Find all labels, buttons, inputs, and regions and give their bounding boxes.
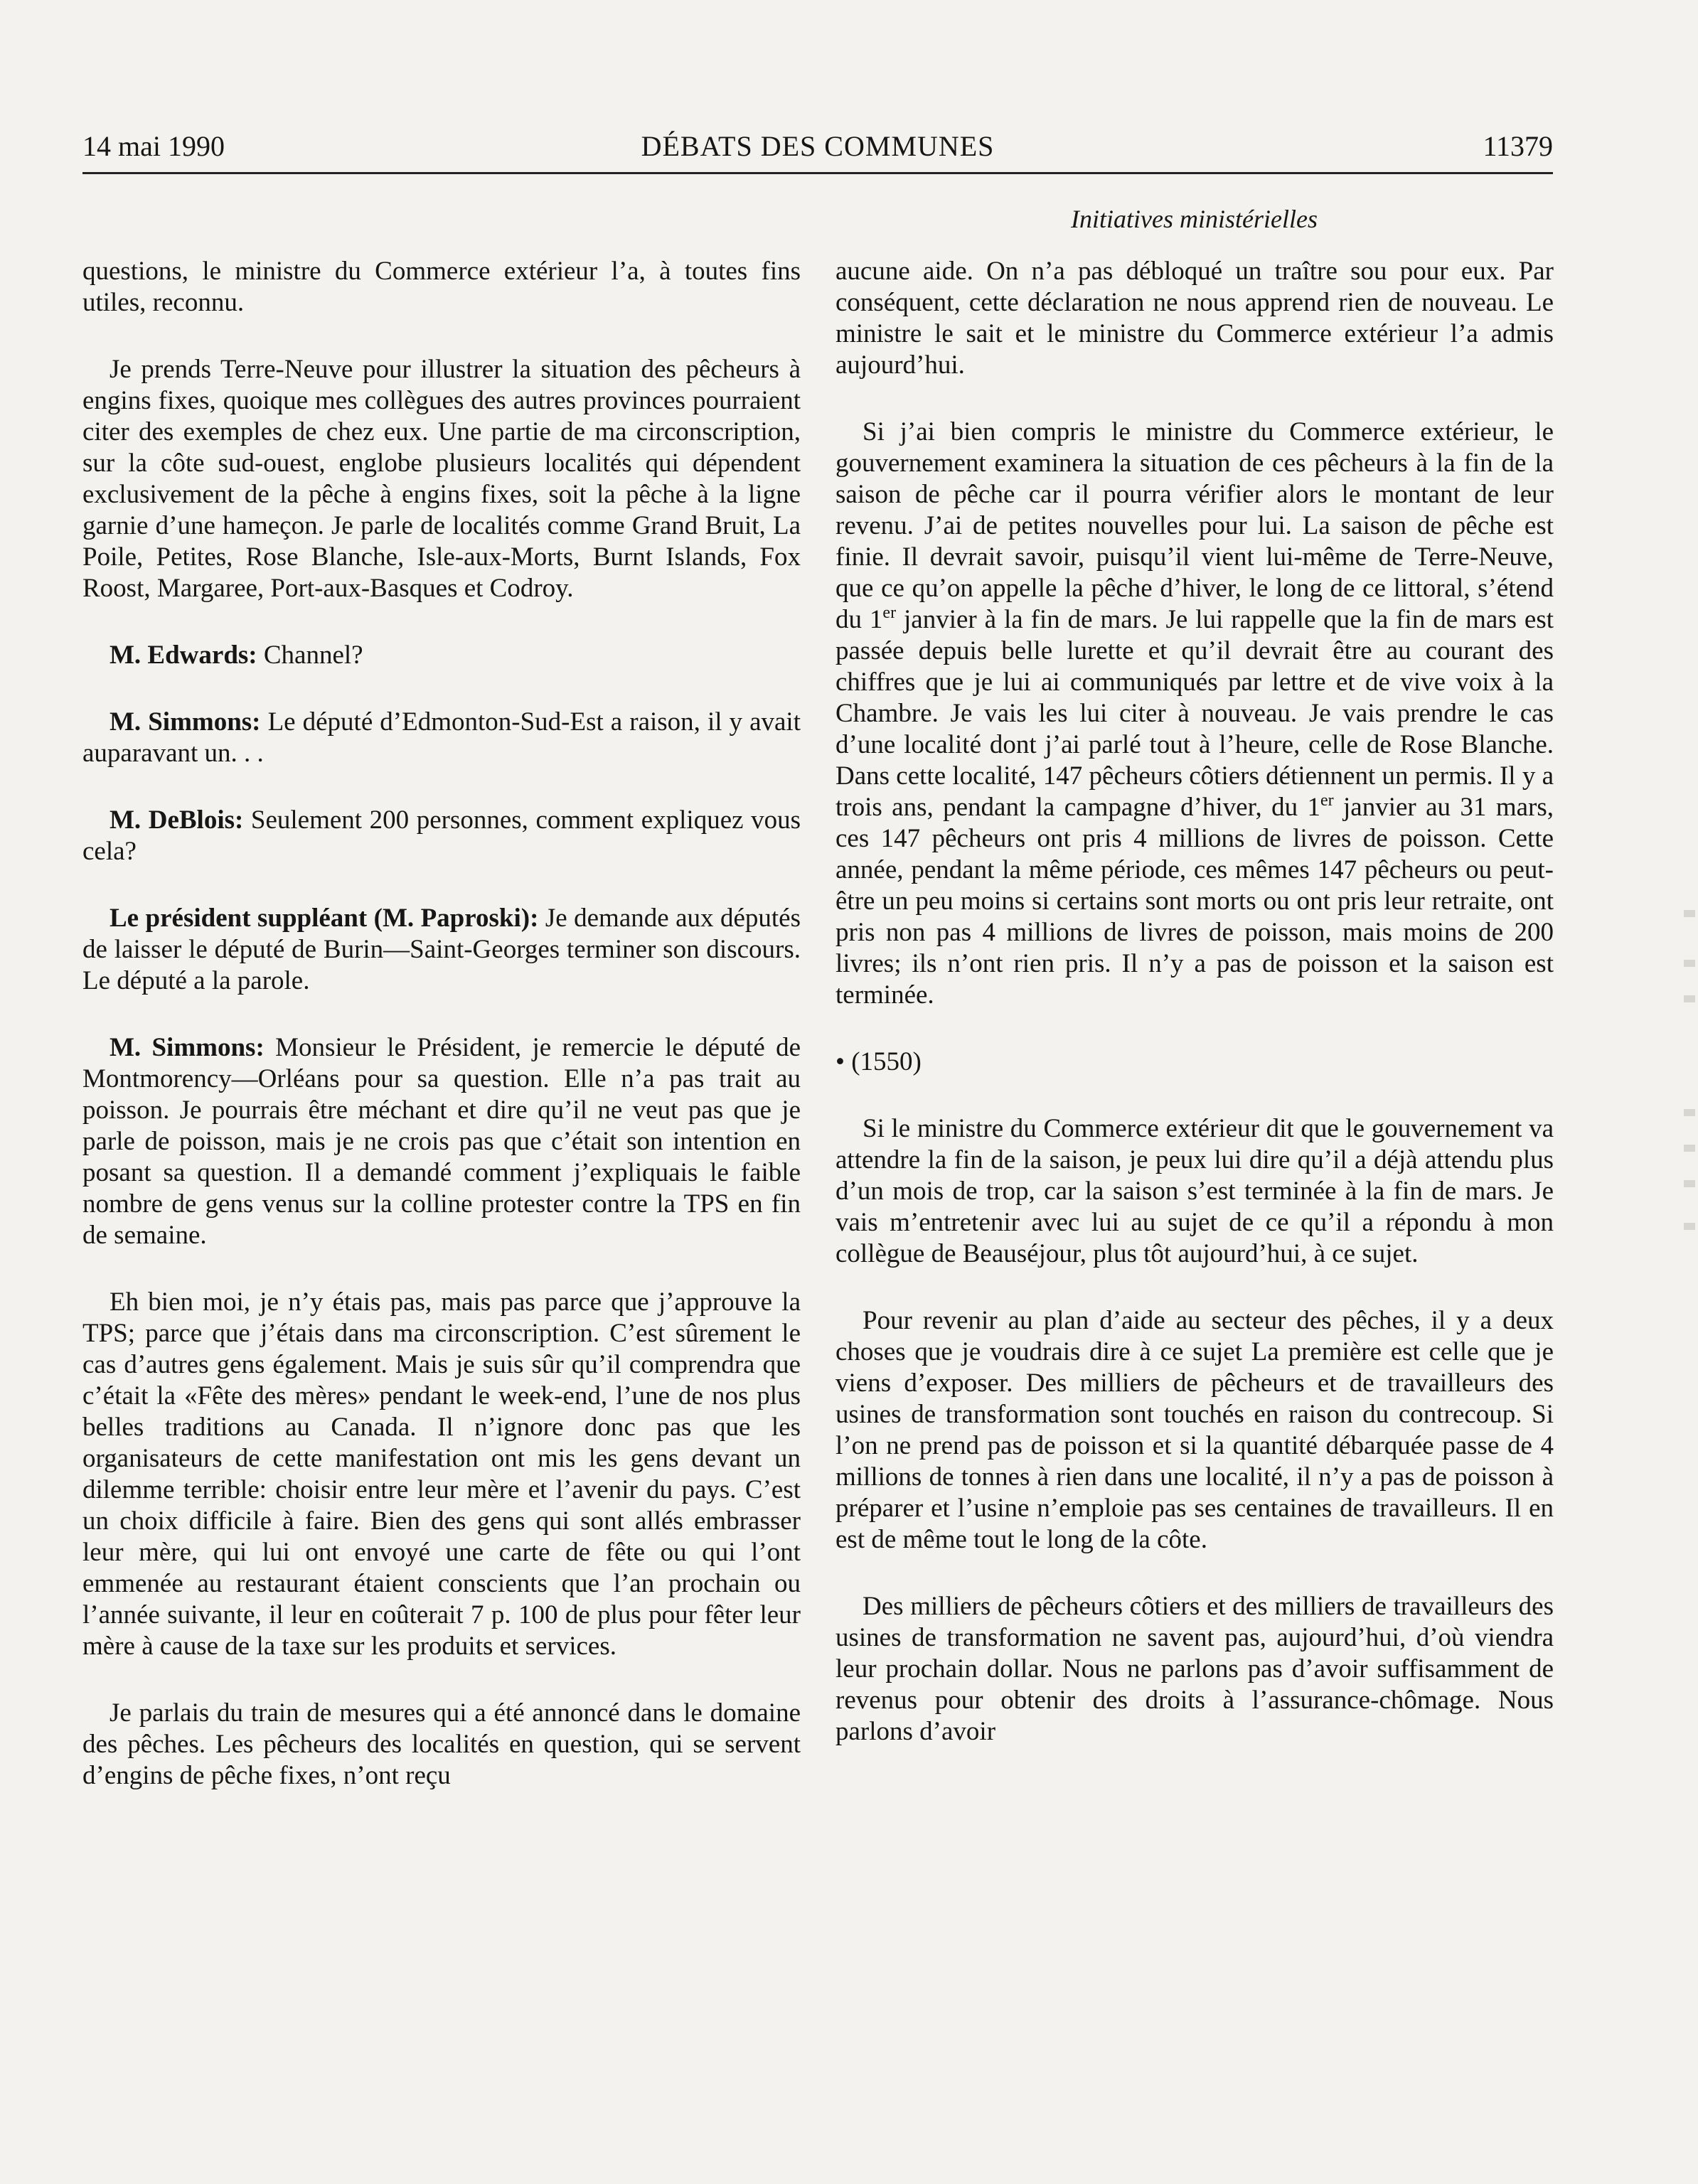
text-run: janvier à la fin de mars. Je lui rappelle que la fin de mars est passée depuis belle lurette et qu’il devrait être au courant des chiffres que je lui ai communiqués par lettre et de vive voix à la Chambre. Je vais les lui citer à nouveau. Je vais prendre le cas d’une localité dont j’ai parlé tout à l’heure, celle de Rose Blanche. Dans cette localité, 147 pêcheurs côtiers détiennent un permis. Il y a trois ans, pendant la campagne d’hiver, du 1 [835, 605, 1554, 822]
speech-deblois [82, 805, 801, 867]
section-subheader: Initiatives ministérielles [1071, 205, 1318, 233]
paragraph: aucune aide. On n’a pas débloqué un traître sou pour eux. Par conséquent, cette déclaration ne nous apprend rien de nouveau. Le ministre le sait et le ministre du Commerce extérieur l’a admis aujourd’hui. [835, 257, 1554, 380]
speaker-name: M. Simmons: [110, 1033, 265, 1062]
speech-text: Seulement 200 personnes, comment expliquez vous cela? [82, 805, 801, 866]
text-run: Si j’ai bien compris le ministre du Commerce extérieur, le gouvernement examinera la situation de ces pêcheurs à la fin de la saison de pêche car il pourra vérifier alors le montant de leur revenu. J’ai de petites nouvelles pour lui. La saison de pêche est finie. Il devrait savoir, puisqu’il vient lui-même de Terre-Neuve, que ce qu’on appelle la pêche d’hiver, le long de ce littoral, s’étend du 1 [835, 417, 1554, 634]
speaker-name: M. Simmons: [110, 707, 261, 737]
scan-mark [1684, 1145, 1695, 1152]
superscript: er [882, 604, 897, 622]
scan-mark [1684, 960, 1695, 967]
time-marker: • (1550) [835, 1047, 922, 1076]
speech-simmons [82, 1032, 801, 1251]
scan-mark [1684, 1180, 1695, 1187]
speech-text: Le député d’Edmonton-Sud-Est a raison, il y avait auparavant un. . . [82, 707, 801, 768]
speech-edwards [82, 640, 801, 671]
speech-text: Channel? [263, 641, 363, 670]
scan-mark [1684, 995, 1695, 1002]
header-title: DÉBATS DES COMMUNES [641, 130, 995, 162]
paragraph: questions, le ministre du Commerce extérieur l’a, à toutes fins utiles, reconnu. [82, 257, 801, 317]
text-run: janvier au 31 mars, ces 147 pêcheurs ont pris 4 millions de livres de poisson. Cette année, pendant la même période, ces mêmes 147 pêcheurs ou peut-être un peu moins si certains sont morts ou ont pris leur retraite, ont pris non pas 4 millions de livres de poisson, mais moins de 200 livres; ils n’ont rien pris. Il n’y a pas de poisson et la saison est terminée. [835, 793, 1554, 1010]
speaker-name: M. DeBlois: [110, 805, 244, 835]
speech-text: Monsieur le Président, je remercie le député de Montmorency—Orléans pour sa question. Elle n’a pas trait au poisson. Je pourrais être méchant et dire qu’il ne veut pas que je parle de poisson, mais je ne crois pas que c’était son intention en posant sa question. Il a demandé comment j’expliquais le faible nombre de gens venus sur la colline protester contre la TPS en fin de semaine. [82, 1033, 801, 1250]
paragraph: Pour revenir au plan d’aide au secteur des pêches, il y a deux choses que je voudrais dire à ce sujet La première est celle que je viens d’exposer. Des milliers de pêcheurs et de travailleurs des usines de transformation sont touchés en raison du contrecoup. Si l’on ne prend pas de poisson et si la quantité débarquée passe de 4 millions de tonnes à rien dans une localité, il n’y a pas de poisson à préparer et l’usine n’emploie pas ses centaines de travailleurs. Il en est de même tout le long de la côte. [835, 1306, 1554, 1554]
speaker-name: M. Edwards: [110, 641, 257, 670]
paragraph: Eh bien moi, je n’y étais pas, mais pas parce que j’approuve la TPS; parce que j’étais dans ma circonscription. C’est sûrement le cas d’autres gens également. Mais je suis sûr qu’il comprendra que c’était la «Fête des mères» pendant le week-end, l’une de nos plus belles traditions au Canada. Il n’ignore donc pas que les organisateurs de cette manifestation ont mis les gens devant un dilemme terrible: choisir entre leur mère et l’avenir du pays. C’est un choix difficile à faire. Bien des gens qui sont allés embrasser leur mère, qui lui ont envoyé une carte de fête ou qui l’ont emmenée au restaurant étaient conscients que l’an prochain ou l’année suivante, il leur en coûterait 7 p. 100 de plus pour fêter leur mère à cause de la taxe sur les produits et services. [82, 1288, 801, 1661]
header-date: 14 mai 1990 [82, 130, 225, 162]
speech-text: Je demande aux députés de laisser le député de Burin—Saint-Georges terminer son discours. Le député a la parole. [82, 904, 801, 995]
speech-simmons [82, 707, 801, 769]
scan-mark [1684, 1109, 1695, 1116]
paragraph: Des milliers de pêcheurs côtiers et des milliers de travailleurs des usines de transformation ne savent pas, aujourd’hui, d’où viendra leur prochain dollar. Nous ne parlons pas d’avoir suffisamment de revenus pour obtenir des droits à l’assurance-chômage. Nous parlons d’avoir [835, 1592, 1554, 1746]
speaker-name: Le président suppléant (M. Paproski): [110, 904, 539, 933]
right-column [835, 256, 1554, 1783]
scan-mark [1684, 1223, 1695, 1230]
superscript: er [1320, 791, 1334, 810]
scan-mark [1684, 910, 1695, 917]
scan-edge-marks [1680, 910, 1698, 1280]
page-header [82, 127, 1553, 174]
header-page-number: 11379 [1483, 130, 1553, 162]
speech-president [82, 903, 801, 997]
left-column [82, 256, 801, 1827]
paragraph: Je prends Terre-Neuve pour illustrer la situation des pêcheurs à engins fixes, quoique mes collègues des autres provinces pourraient citer des exemples de chez eux. Une partie de ma circonscription, sur la côte sud-ouest, englobe plusieurs localités qui dépendent exclusivement de la pêche à engins fixes, soit la pêche à la ligne garnie d’une hameçon. Je parle de localités comme Grand Bruit, La Poile, Petites, Rose Blanche, Isle-aux-Morts, Burnt Islands, Fox Roost, Margaree, Port-aux-Basques et Codroy. [82, 355, 801, 603]
paragraph: Je parlais du train de mesures qui a été annoncé dans le domaine des pêches. Les pêcheurs des localités en question, qui se servent d’engins de pêche fixes, n’ont reçu [82, 1698, 801, 1790]
paragraph: Si le ministre du Commerce extérieur dit que le gouvernement va attendre la fin de la saison, je peux lui dire qu’il a déjà attendu plus d’un mois de trop, car la saison s’est terminée à la fin de mars. Je vais m’entretenir avec lui au sujet de ce qu’il a répondu à mon collègue de Beauséjour, plus tôt aujourd’hui, à ce sujet. [835, 1114, 1554, 1268]
paragraph [835, 417, 1554, 1011]
